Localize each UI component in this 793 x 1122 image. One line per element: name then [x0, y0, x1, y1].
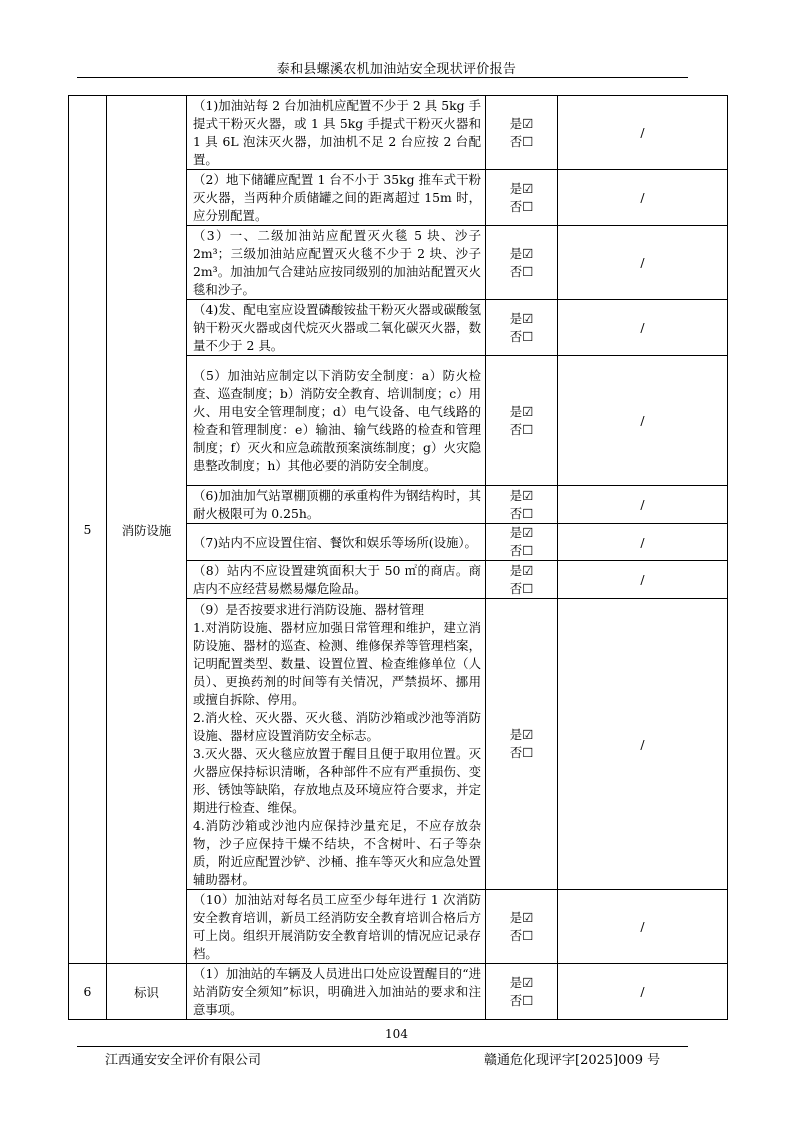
checkbox-yes: 是☑	[509, 727, 534, 742]
check-content	[187, 300, 486, 356]
remark-cell: /	[558, 300, 728, 356]
remark-cell: /	[558, 599, 728, 890]
checkbox-yes: 是☑	[509, 974, 534, 990]
checkbox-yes: 是☑	[509, 310, 534, 326]
footer-company: 江西通安安全评价有限公司	[105, 1053, 262, 1068]
header-divider	[77, 77, 688, 78]
checkbox-yes: 是☑	[509, 525, 534, 540]
checkbox-yes: 是☑	[509, 487, 534, 503]
checkbox-yes: 是☑	[509, 909, 534, 925]
content-line: （5）加油站应制定以下消防安全制度：a）防火检查、巡查制度；b）消防安全教育、培训制度；c）用火、用电安全管理制度；d）电气设备、电气线路的检查和管理制度：e）输油、输气线路的检查和管理制度；f）灭火和应急疏散预案演练制度；g）火灾隐患整改制度；h）其他必要的消防安全制度。	[193, 368, 481, 473]
checkbox-no: 否☐	[509, 198, 534, 214]
compliance-check	[486, 486, 558, 524]
footer-doc-number: 赣通危化现评字[2025]009 号	[484, 1053, 661, 1068]
checkbox-no: 否☐	[509, 421, 534, 437]
check-content	[187, 599, 486, 890]
content-line: 1.对消防设施、器材应加强日常管理和维护，建立消防设施、器材的巡查、检测、维修保养等管理档案，记明配置类型、数量、设置位置、检查维修单位（人员）、更换药剂的时间等有关情况，严禁损坏、挪用或擅自拆除、停用。	[193, 619, 481, 707]
checkbox-no: 否☐	[509, 328, 534, 344]
compliance-check	[486, 170, 558, 226]
remark-cell: /	[558, 524, 728, 561]
remark-cell: /	[558, 356, 728, 486]
checkbox-no: 否☐	[509, 992, 534, 1008]
checkbox-yes: 是☑	[509, 180, 534, 196]
check-content	[187, 356, 486, 486]
item-number: 5	[69, 96, 107, 964]
check-content	[187, 561, 486, 599]
footer-divider	[77, 1046, 688, 1047]
content-line: （8）站内不应设置建筑面积大于 50 ㎡的商店。商店内不应经营易燃易爆危险品。	[193, 563, 481, 596]
checkbox-yes: 是☑	[509, 403, 534, 419]
checkbox-no: 否☐	[509, 505, 534, 521]
content-line: （2）地下储罐应配置 1 台不小于 35kg 推车式干粉灭火器，当两种介质储罐之间的距离超过 15m 时，应分别配置。	[193, 172, 481, 223]
remark-cell: /	[558, 486, 728, 524]
table-row	[69, 964, 728, 1020]
remark-cell: /	[558, 890, 728, 964]
check-content	[187, 524, 486, 561]
checkbox-no: 否☐	[509, 133, 534, 149]
check-content	[187, 890, 486, 964]
remark-cell: /	[558, 96, 728, 170]
checkbox-yes: 是☑	[509, 562, 534, 578]
compliance-check	[486, 96, 558, 170]
checkbox-yes: 是☑	[509, 245, 534, 261]
content-line: （1）加油站的车辆及人员进出口处应设置醒目的“进站消防安全须知”标识，明确进入加油站的要求和注意事项。	[193, 966, 481, 1017]
page-number: 104	[385, 1027, 408, 1041]
content-line: 3.灭火器、灭火毯应放置于醒目且便于取用位置。灭火器应保持标识清晰，各种部件不应有严重损伤、变形、锈蚀等缺陷，存放地点及环境应符合要求，并定期进行检查、维保。	[193, 745, 481, 815]
checkbox-no: 否☐	[509, 927, 534, 943]
check-content	[187, 170, 486, 226]
check-content	[187, 486, 486, 524]
check-content	[187, 96, 486, 170]
content-line: 4.消防沙箱或沙池内应保持沙量充足，不应存放杂物，沙子应保持干燥不结块，不含树叶、石子等杂质，附近应配置沙铲、沙桶、推车等灭火和应急处置辅助器材。	[193, 817, 481, 887]
content-line: 2.消火栓、灭火器、灭火毯、消防沙箱或沙池等消防设施、器材应设置消防安全标志。	[193, 709, 481, 743]
item-category: 消防设施	[107, 96, 187, 964]
compliance-check	[486, 226, 558, 300]
compliance-check	[486, 964, 558, 1020]
compliance-check	[486, 561, 558, 599]
compliance-check	[486, 524, 558, 561]
evaluation-table	[68, 95, 728, 1020]
checkbox-no: 否☐	[509, 263, 534, 279]
content-line: （4)发、配电室应设置磷酸铵盐干粉灭火器或碳酸氢钠干粉灭火器或卤代烷灭火器或二氧化碳灭火器，数量不少于 2 具。	[193, 302, 481, 353]
remark-cell: /	[558, 226, 728, 300]
checkbox-no: 否☐	[509, 543, 534, 558]
content-line: （6)加油加气站罩棚顶棚的承重构件为钢结构时，其耐火极限可为 0.25h。	[193, 488, 481, 521]
content-line: （3）一、二级加油站应配置灭火毯 5 块、沙子 2m³；三级加油站应配置灭火毯不少于 2 块、沙子 2m³。加油加气合建站应按同级别的加油站配置灭火毯和沙子。	[193, 228, 481, 297]
remark-cell: /	[558, 964, 728, 1020]
remark-cell: /	[558, 170, 728, 226]
content-line: （1)加油站每 2 台加油机应配置不少于 2 具 5kg 手提式干粉灭火器，或 1 具 5kg 手提式干粉灭火器和 1 具 6L 泡沫灭火器，加油机不足 2 台应按 2 台配置。	[193, 98, 481, 167]
content-line: （7)站内不应设置住宿、餐饮和娱乐等场所(设施）。	[193, 534, 477, 550]
report-title: 泰和县螺溪农机加油站安全现状评价报告	[276, 62, 517, 77]
checkbox-no: 否☐	[509, 580, 534, 596]
compliance-check	[486, 356, 558, 486]
item-number: 6	[69, 964, 107, 1020]
item-category: 标识	[107, 964, 187, 1020]
table-row	[69, 96, 728, 170]
content-line: （10）加油站对每名员工应至少每年进行 1 次消防安全教育培训，新员工经消防安全教育培训合格后方可上岗。组织开展消防安全教育培训的情况应记录存档。	[193, 892, 481, 961]
compliance-check	[486, 890, 558, 964]
compliance-check	[486, 300, 558, 356]
check-content	[187, 964, 486, 1020]
content-line: （9）是否按要求进行消防设施、器材管理	[193, 601, 424, 617]
compliance-check	[486, 599, 558, 890]
check-content	[187, 226, 486, 300]
remark-cell: /	[558, 561, 728, 599]
checkbox-no: 否☐	[509, 745, 534, 760]
checkbox-yes: 是☑	[509, 115, 534, 131]
